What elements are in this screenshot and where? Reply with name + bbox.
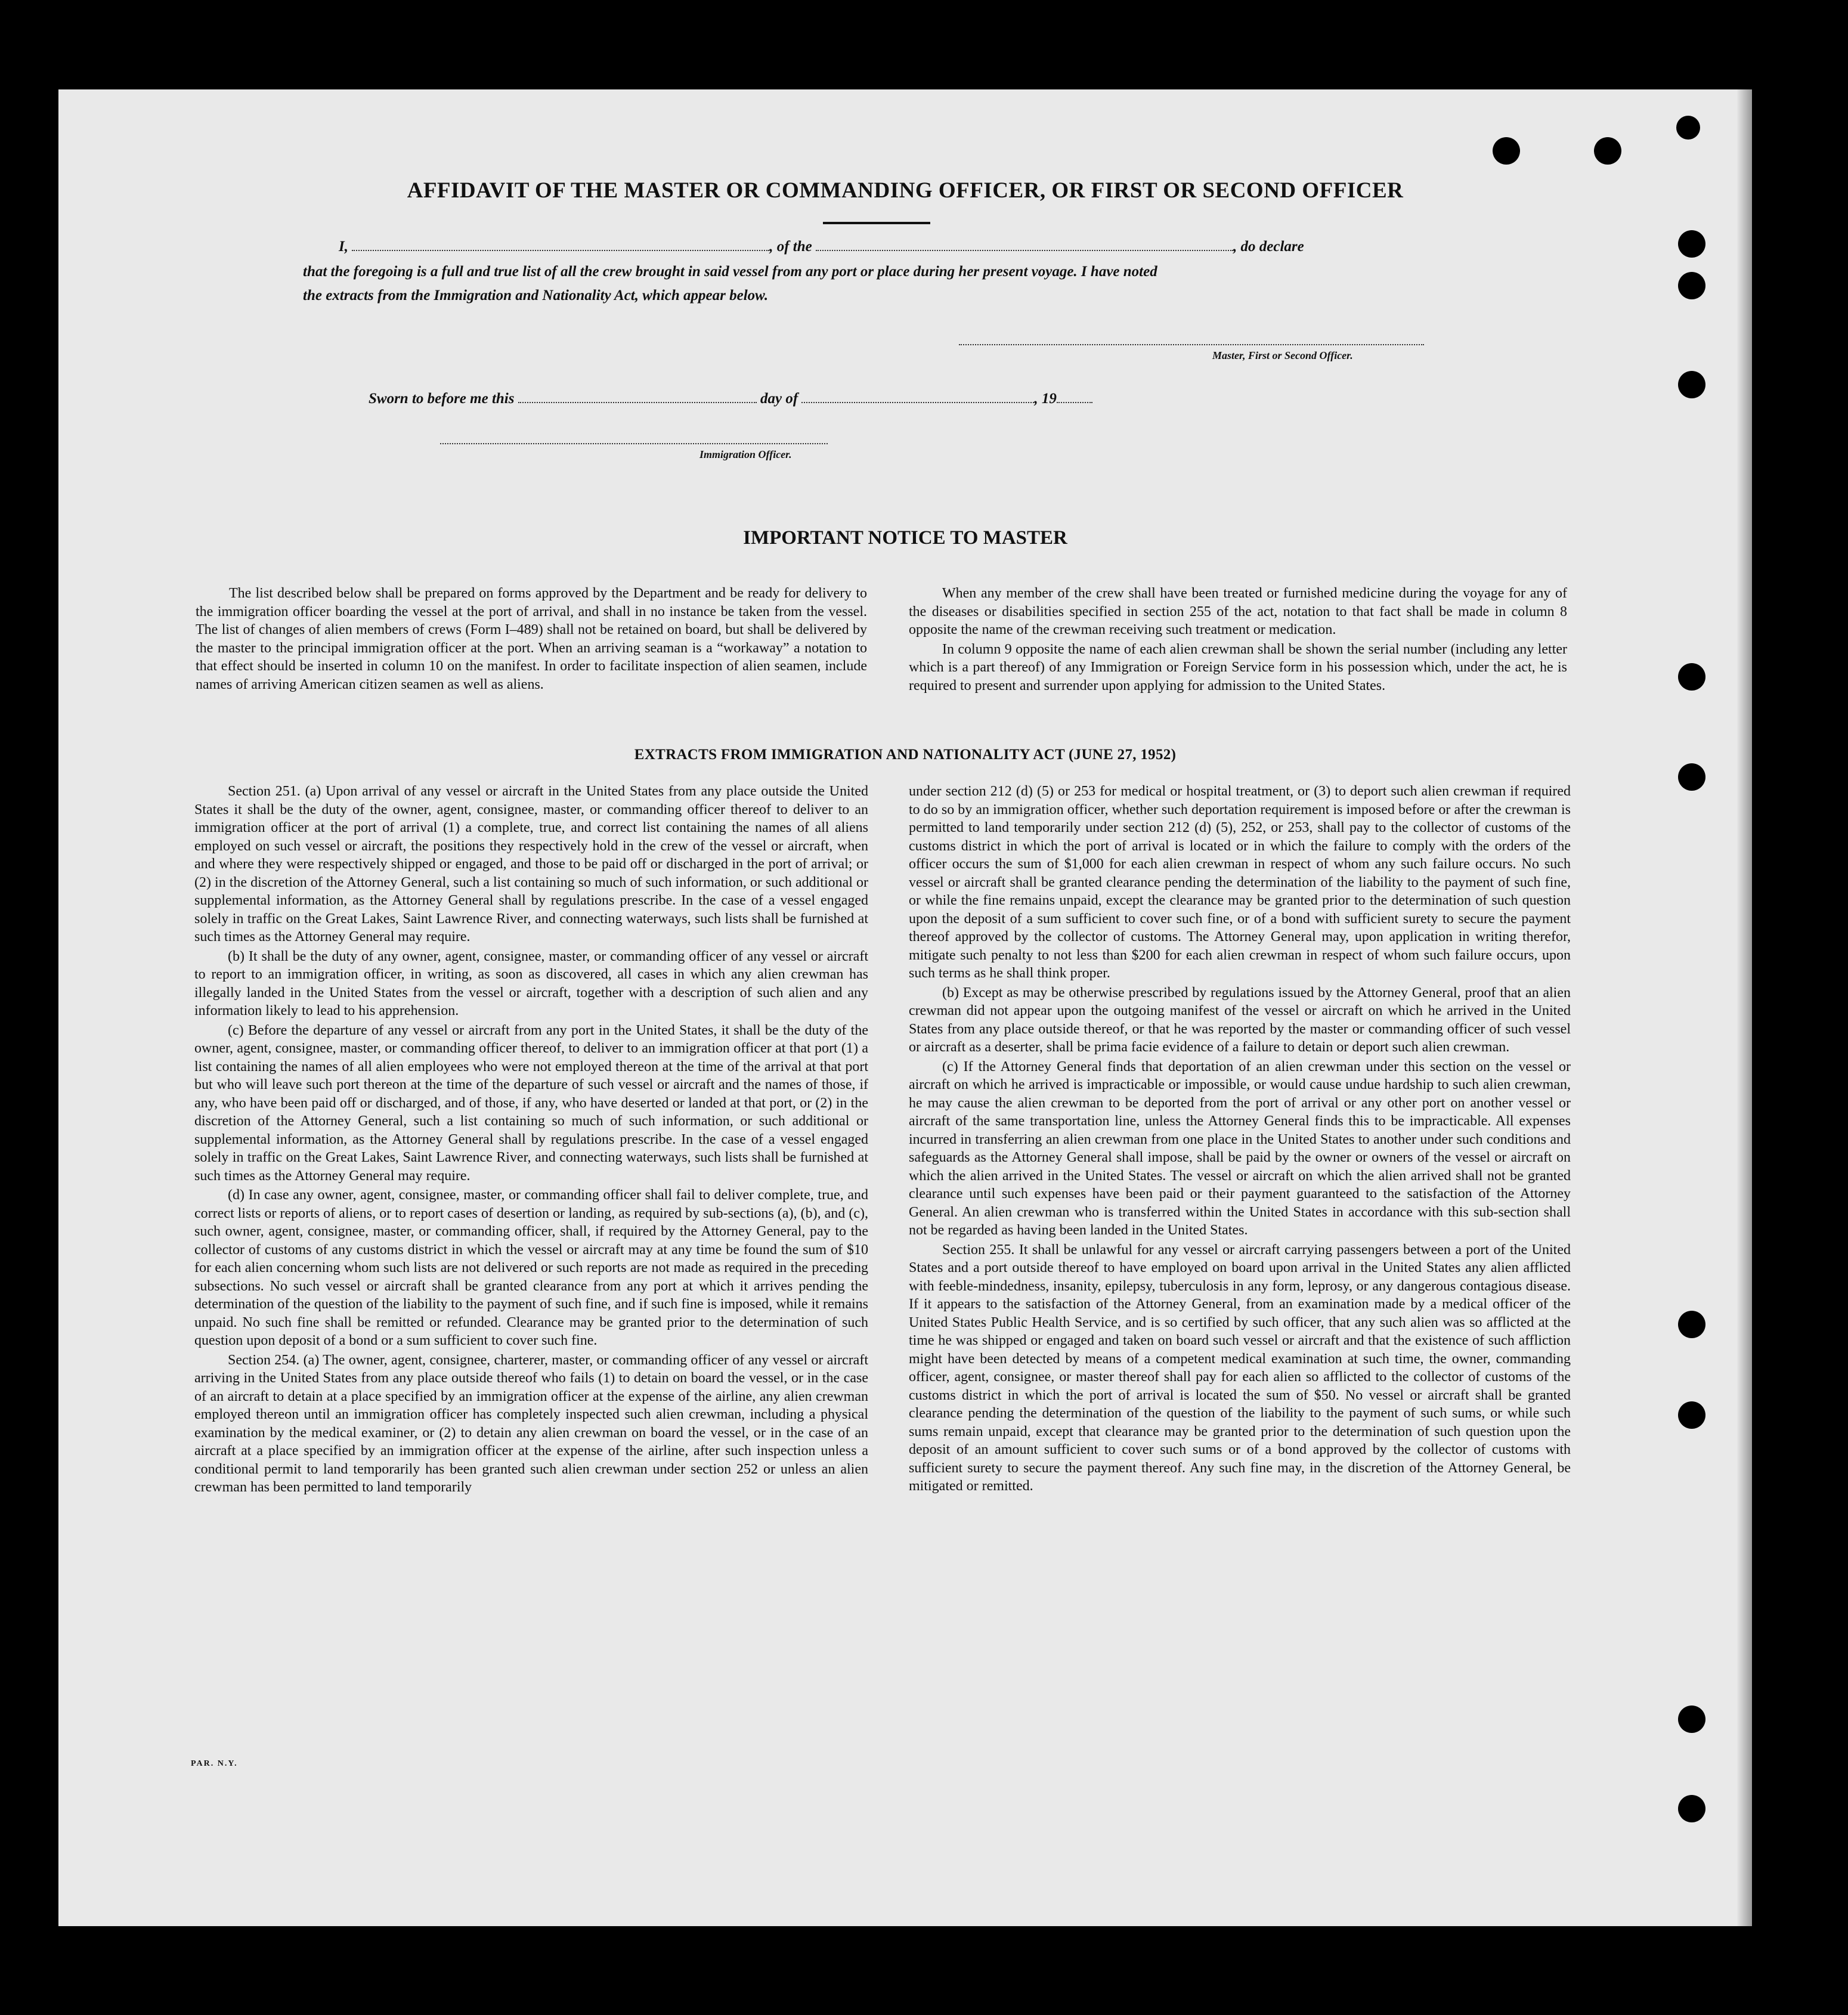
punch-hole bbox=[1678, 230, 1705, 258]
year-prefix-label: , 19 bbox=[1034, 391, 1057, 407]
punch-hole bbox=[1678, 371, 1705, 398]
punch-hole bbox=[1678, 272, 1705, 299]
notice-right-column bbox=[909, 584, 1567, 696]
punch-hole bbox=[1678, 1311, 1705, 1338]
punch-hole bbox=[1678, 663, 1705, 691]
punch-hole bbox=[1676, 116, 1700, 140]
name-field bbox=[352, 239, 769, 251]
section-254c-paragraph: (c) If the Attorney General finds that deportation of an alien crewman under this section on the vessel or aircraft on which he arrived is impracticable or impossible, or would cause undue hardship to such alien crewman, he may cause the alien crewman to be deported from the port of arrival or any other port on another vessel or aircraft of the same transportation line, unless the Attorney General finds this to be impracticable. All expenses incurred in transferring an alien crewman from one place in the United States to another under such conditions and safeguards as the Attorney General shall impose, shall be paid by the owner or owners of the vessel or aircraft on which the alien arrived in the United States. The vessel or aircraft on which the alien arrived shall not be granted clearance until such expenses have been paid or their payment guaranteed to the satisfaction of the Attorney General. An alien crewman who is transferred within the United States in accordance with this sub-section shall not be regarded as having been landed in the United States. bbox=[909, 1058, 1571, 1238]
notice-paragraph: When any member of the crew shall have been treated or furnished medicine during the voyage for any of the diseases or disabilities specified in section 255 of the act, notation to that fact shall be made in column 8 opposite the name of the crewman receiving such treatment or medication. bbox=[909, 586, 1567, 637]
title-underline bbox=[823, 222, 930, 224]
vessel-field bbox=[816, 239, 1233, 251]
section-255-paragraph: Section 255. It shall be unlawful for any vessel or aircraft carrying passengers between a port of the United States and a port outside thereof to have employed on board upon arrival in the United States any alien afflicted with feeble-mindedness, insanity, epilepsy, tuberculosis in any form, leprosy, or any dangerous contagious disease. If it appears to the satisfaction of the Attorney General, from an examination made by a medical officer of the United States Public Health Service, and is so certified by such officer, that any such alien was so afflicted at the time he was shipped or engaged and taken on board such vessel or aircraft and that the existence of such affliction might have been detected by means of a competent medical examination at such time, the owner, commanding officer, agent, consignee, or master thereof shall pay for each alien so afflicted to the collector of customs of the customs district in which the port of arrival is located the sum of $50. No vessel or aircraft shall be granted clearance pending the determination of the question of the liability to the payment of such sums, or while such sums remain unpaid, except that clearance may be granted prior to the determination of such question upon the deposit of an amount sufficient to cover such sums or of a bond approved by the collector of customs with sufficient surety to secure the payment thereof. Any such fine may, in the discretion of the Attorney General, be mitigated or remitted. bbox=[909, 1242, 1571, 1494]
extracts-heading: EXTRACTS FROM IMMIGRATION AND NATIONALITY ACT (JUNE 27, 1952) bbox=[634, 747, 1177, 763]
i-label: I, bbox=[339, 239, 348, 255]
section-251b-paragraph: (b) It shall be the duty of any owner, agent, consignee, master, or commanding officer of any vessel or aircraft to report to an immigration officer, in writing, as soon as discovered, all cases in which any alien crewman has illegally landed in the United States from the vessel or aircraft, together with a description of such alien and any information likely to lead to his apprehension. bbox=[194, 948, 868, 1019]
document-page bbox=[58, 89, 1752, 1926]
of-the-label: , of the bbox=[769, 239, 812, 255]
section-251c-paragraph: (c) Before the departure of any vessel or aircraft from any port in the United States, it shall be the duty of the owner, agent, consignee, master, or commanding officer thereof, to deliver to an immigration officer at that port (1) a list containing the names of all alien employees who were not employed thereon at the time of the arrival at that port but who will leave such port thereon at the time of the departure of such vessel or aircraft and the names of those, if any, who have been paid off or discharged, and of those, if any, who have deserted or landed at that port, or (2) in the discretion of the Attorney General, such a list containing so much of such information, or such additional or supplemental information, as the Attorney General shall by regulations prescribe. In the case of a vessel engaged solely in traffic on the Great Lakes, Saint Lawrence River, and connecting waterways, such lists shall be furnished at such times as the Attorney General may require. bbox=[194, 1022, 868, 1184]
extracts-right-column bbox=[909, 782, 1571, 1497]
month-field bbox=[801, 391, 1034, 403]
day-of-label: day of bbox=[760, 391, 798, 407]
notice-paragraph: In column 9 opposite the name of each alien crewman shall be shown the serial number (including any letter which is a part thereof) of any Immigration or Foreign Service form in his possession which, under the act, he is required to present and surrender upon applying for admission to the United States. bbox=[909, 641, 1567, 694]
declaration-line-1 bbox=[339, 239, 1304, 255]
sworn-label: Sworn to before me this bbox=[369, 391, 515, 407]
punch-hole bbox=[1678, 1706, 1705, 1733]
section-254a-continued: under section 212 (d) (5) or 253 for medical or hospital treatment, or (3) to deport such alien crewman if required to do so by an immigration officer, whether such deportation requirement is imposed before or after the crewman is permitted to land temporarily under section 212 (d) (5), 252, or 253, shall pay to the collector of customs of the customs district in which the port of arrival is located or in which the failure to comply with the orders of the officer occurs the sum of $1,000 for each alien crewman in respect of whom any such failure occurs. No such vessel or aircraft shall be granted clearance pending the determination of the liability to the payment of such fine, or while the fine remains unpaid, except the clearance may be granted prior to the determination of such question upon the deposit of a sum sufficient to cover such fine, or of a bond with sufficient surety to secure the payment thereof approved by the collector of customs. The Attorney General may, upon application in writing therefor, mitigate such penalty to not less than $200 for each alien crewman in respect of whom such failure occurs, upon such terms as he shall think proper. bbox=[909, 784, 1571, 981]
officer-signature-label: Immigration Officer. bbox=[699, 448, 792, 460]
section-251d-paragraph: (d) In case any owner, agent, consignee, master, or commanding officer shall fail to deliver complete, true, and correct lists or reports of aliens, or to report cases of desertion or landing, as required by sub-sections (a), (b), and (c), such owner, agent, consignee, master, or commanding officer, shall, if required by the Attorney General, pay to the collector of customs of any customs district in which the vessel or aircraft may at any time be found the sum of $10 for each alien concerning whom such lists are not delivered or such reports are not made as required in the preceding subsections. No such vessel or aircraft shall be granted clearance from any port at which it arrives pending the determination of the question of the liability to the payment of such fine, and if such fine is imposed, while it remains unpaid. No such fine shall be remitted or refunded. Clearance may be granted prior to the determination of such question upon deposit of a bond or a sum sufficient to cover such fine. bbox=[194, 1187, 868, 1348]
section-254b-paragraph: (b) Except as may be otherwise prescribed by regulations issued by the Attorney General, proof that an alien crewman did not appear upon the outgoing manifest of the vessel or aircraft on which he arrived in the United States from any place outside thereof, or that he was reported by the master or commanding officer of such vessel or aircraft as a deserter, shall be prima facie evidence of a failure to detain or deport such alien crewman. bbox=[909, 985, 1571, 1055]
punch-hole bbox=[1678, 1401, 1705, 1429]
do-declare-label: , do declare bbox=[1233, 239, 1304, 255]
sworn-date-field bbox=[518, 391, 757, 403]
officer-signature-line bbox=[440, 443, 828, 444]
master-signature-label: Master, First or Second Officer. bbox=[1212, 349, 1353, 361]
affidavit-title: AFFIDAVIT OF THE MASTER OR COMMANDING OFFICER, OR FIRST OR SECOND OFFICER bbox=[407, 178, 1404, 203]
notice-left-column bbox=[196, 584, 867, 695]
section-254a-paragraph: Section 254. (a) The owner, agent, consignee, charterer, master, or commanding officer of any vessel or aircraft arriving in the United States from any place outside thereof who fails (1) to detain on board the vessel, or in the case of an aircraft to detain at a place specified by an immigration officer at the expense of the airline, any alien crewman employed thereon until an immigration officer has completely inspected such alien crewman, including a physical examination by the medical examiner, or (2) to detain any alien crewman on board the vessel, or in the case of an aircraft at a place specified by an immigration officer at the expense of the airline, after such inspection unless a conditional permit to land temporarily has been granted such alien crewman under section 252 or unless an alien crewman has been permitted to land temporarily bbox=[194, 1352, 868, 1495]
notice-paragraph: The list described below shall be prepared on forms approved by the Department and be ready for delivery to the immigration officer boarding the vessel at the port of arrival, and shall in no instance be taken from the vessel. The list of changes of alien members of crews (Form I–489) shall not be retained on board, but shall be delivered by the master to the principal immigration officer at the port. When an arriving seaman is a “workaway” a notation to that effect should be inserted in column 10 on the manifest. In order to facilitate inspection of alien seamen, include names of arriving American citizen seamen as well as aliens. bbox=[196, 586, 867, 692]
sworn-line bbox=[369, 391, 1092, 407]
extracts-left-column bbox=[194, 782, 868, 1498]
declaration-line-2: that the foregoing is a full and true list of all the crew brought in said vessel from any port or place during her present voyage. I have noted bbox=[303, 264, 1157, 280]
punch-hole bbox=[1678, 1795, 1705, 1822]
master-signature-line bbox=[959, 344, 1424, 345]
punch-hole bbox=[1594, 137, 1621, 165]
year-field bbox=[1057, 391, 1092, 403]
page-edge-shadow bbox=[1736, 89, 1752, 1926]
printer-code: PAR. N.Y. bbox=[191, 1759, 238, 1768]
notice-heading: IMPORTANT NOTICE TO MASTER bbox=[743, 527, 1067, 549]
declaration-line-3: the extracts from the Immigration and Nationality Act, which appear below. bbox=[303, 287, 769, 304]
punch-hole bbox=[1493, 137, 1520, 165]
section-251a-paragraph: Section 251. (a) Upon arrival of any vessel or aircraft in the United States from any place outside the United States it shall be the duty of the owner, agent, consignee, master, or commanding officer thereof to deliver to an immigration officer at the port of arrival (1) a complete, true, and correct list containing the names of all aliens employed on such vessel or aircraft, the positions they respectively hold in the crew of the vessel or aircraft, when and where they were respectively shipped or engaged, and those to be paid off or discharged in the port of arrival; or (2) in the discretion of the Attorney General, such a list containing so much of such information, or such additional or supplemental information, as the Attorney General shall by regulations prescribe. In the case of a vessel engaged solely in traffic on the Great Lakes, Saint Lawrence River, and connecting waterways, such lists shall be furnished at such times as the Attorney General may require. bbox=[194, 784, 868, 945]
punch-hole bbox=[1678, 763, 1705, 791]
